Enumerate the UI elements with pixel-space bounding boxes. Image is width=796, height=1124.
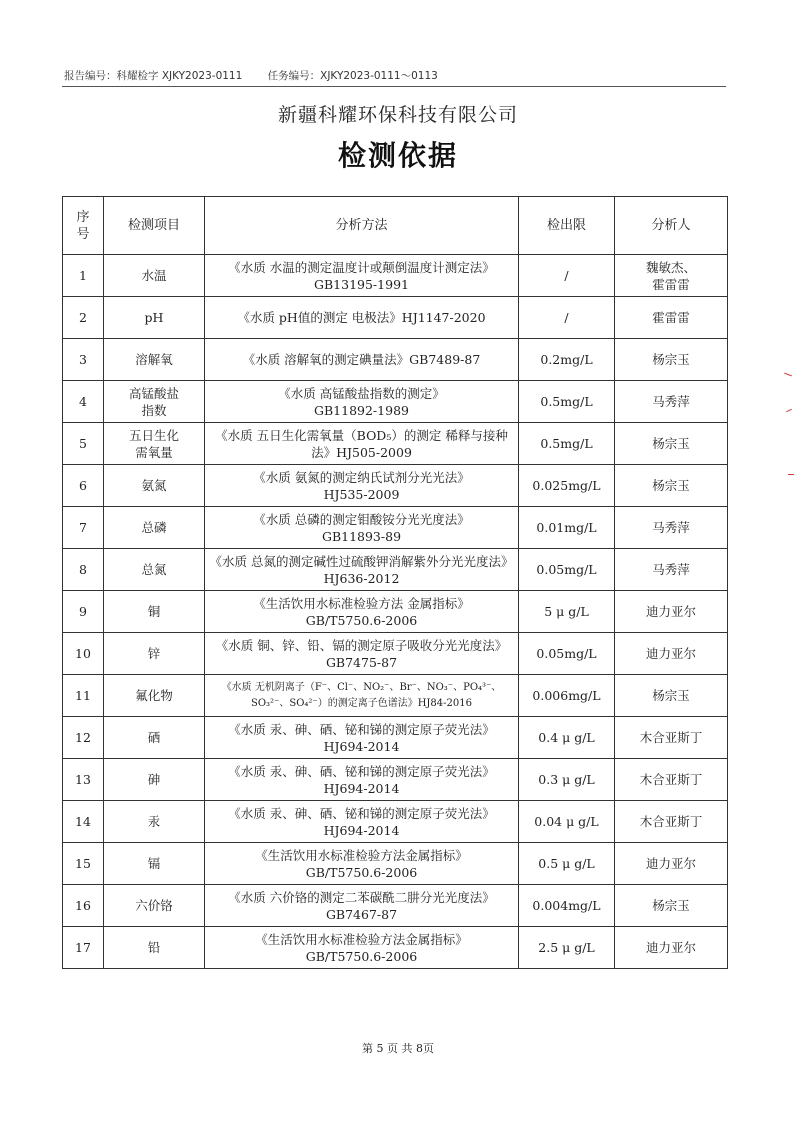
row-analyst: 迪力亚尔 (615, 843, 728, 885)
row-analyst: 杨宗玉 (615, 465, 728, 507)
table-row (63, 381, 728, 423)
row-no: 7 (63, 507, 104, 549)
row-no: 8 (63, 549, 104, 591)
table-row (63, 549, 728, 591)
edge-mark (784, 373, 792, 377)
report-header (64, 68, 724, 83)
row-limit: / (519, 255, 615, 297)
row-analyst: 马秀萍 (615, 507, 728, 549)
table-row (63, 339, 728, 381)
row-method: 《水质 pH值的测定 电极法》HJ1147-2020 (205, 297, 519, 339)
row-analyst: 木合亚斯丁 (615, 759, 728, 801)
row-no: 15 (63, 843, 104, 885)
header-method: 分析方法 (205, 197, 519, 255)
row-method: 《水质 五日生化需氧量（BOD₅）的测定 稀释与接种法》HJ505-2009 (205, 423, 519, 465)
row-method: 《生活饮用水标准检验方法金属指标》 GB/T5750.6-2006 (205, 927, 519, 969)
row-analyst: 迪力亚尔 (615, 927, 728, 969)
row-no: 13 (63, 759, 104, 801)
table-row (63, 927, 728, 969)
row-no: 9 (63, 591, 104, 633)
row-method: 《生活饮用水标准检验方法金属指标》 GB/T5750.6-2006 (205, 843, 519, 885)
row-limit: 0.5 μ g/L (519, 843, 615, 885)
row-limit: 0.004mg/L (519, 885, 615, 927)
table-row (63, 801, 728, 843)
row-analyst: 杨宗玉 (615, 423, 728, 465)
row-item: pH (104, 297, 205, 339)
table-row (63, 885, 728, 927)
row-method: 《水质 总氮的测定碱性过硫酸钾消解紫外分光光度法》HJ636-2012 (205, 549, 519, 591)
row-method: 《水质 无机阴离子（F⁻、Cl⁻、NO₂⁻、Br⁻、NO₃⁻、PO₄³⁻、SO₃²⁻、SO₄²⁻）的测定离子色谱法》HJ84-2016 (205, 675, 519, 717)
table-row (63, 759, 728, 801)
row-limit: 0.01mg/L (519, 507, 615, 549)
row-item: 镉 (104, 843, 205, 885)
row-no: 6 (63, 465, 104, 507)
header-divider (62, 86, 726, 87)
table-row (63, 507, 728, 549)
row-no: 5 (63, 423, 104, 465)
row-method: 《水质 溶解氧的测定碘量法》GB7489-87 (205, 339, 519, 381)
row-limit: 0.05mg/L (519, 633, 615, 675)
row-item: 总氮 (104, 549, 205, 591)
table-row (63, 423, 728, 465)
task-number: 任务编号：XJKY2023-0111～0113 (267, 70, 438, 82)
row-method: 《水质 汞、砷、硒、铋和锑的测定原子荧光法》HJ694-2014 (205, 801, 519, 843)
row-method: 《水质 铜、锌、铅、镉的测定原子吸收分光光度法》GB7475-87 (205, 633, 519, 675)
row-limit: 2.5 μ g/L (519, 927, 615, 969)
row-limit: 0.4 μ g/L (519, 717, 615, 759)
row-analyst: 木合亚斯丁 (615, 801, 728, 843)
row-item: 五日生化 需氧量 (104, 423, 205, 465)
row-no: 3 (63, 339, 104, 381)
row-item: 汞 (104, 801, 205, 843)
table-row (63, 255, 728, 297)
row-item: 总磷 (104, 507, 205, 549)
header-analyst: 分析人 (615, 197, 728, 255)
table-row (63, 465, 728, 507)
row-limit: 0.006mg/L (519, 675, 615, 717)
row-analyst: 杨宗玉 (615, 885, 728, 927)
row-item: 铅 (104, 927, 205, 969)
row-item: 水温 (104, 255, 205, 297)
row-analyst: 霍雷雷 (615, 297, 728, 339)
table-row (63, 675, 728, 717)
page-number: 第 5 页 共 8页 (362, 1042, 434, 1055)
row-no: 10 (63, 633, 104, 675)
row-item: 铜 (104, 591, 205, 633)
row-no: 17 (63, 927, 104, 969)
row-analyst: 马秀萍 (615, 549, 728, 591)
row-no: 1 (63, 255, 104, 297)
row-limit: 0.2mg/L (519, 339, 615, 381)
page-title: 检测依据 (337, 139, 458, 172)
table-row (63, 297, 728, 339)
table-row (63, 717, 728, 759)
row-item: 氟化物 (104, 675, 205, 717)
row-no: 14 (63, 801, 104, 843)
row-item: 高锰酸盐 指数 (104, 381, 205, 423)
row-method: 《水质 汞、砷、硒、铋和锑的测定原子荧光法》HJ694-2014 (205, 717, 519, 759)
row-no: 16 (63, 885, 104, 927)
detection-basis-table (62, 196, 728, 969)
row-analyst: 迪力亚尔 (615, 591, 728, 633)
row-limit: 0.5mg/L (519, 423, 615, 465)
table-row (63, 591, 728, 633)
table-header-row (63, 197, 728, 255)
row-method: 《水质 高锰酸盐指数的测定》 GB11892-1989 (205, 381, 519, 423)
header-no: 序 号 (63, 197, 104, 255)
row-item: 六价铬 (104, 885, 205, 927)
row-item: 硒 (104, 717, 205, 759)
row-no: 4 (63, 381, 104, 423)
row-limit: 0.05mg/L (519, 549, 615, 591)
row-limit: 0.3 μ g/L (519, 759, 615, 801)
row-method: 《水质 六价铬的测定二苯碳酰二肼分光光度法》GB7467-87 (205, 885, 519, 927)
row-analyst: 杨宗玉 (615, 339, 728, 381)
table-row (63, 633, 728, 675)
edge-mark (788, 474, 794, 475)
row-method: 《水质 总磷的测定钼酸铵分光光度法》 GB11893-89 (205, 507, 519, 549)
row-limit: 0.5mg/L (519, 381, 615, 423)
row-no: 11 (63, 675, 104, 717)
row-method: 《生活饮用水标准检验方法 金属指标》 GB/T5750.6-2006 (205, 591, 519, 633)
report-number: 报告编号：科耀检字 XJKY2023-0111 (64, 70, 243, 82)
row-limit: 0.04 μ g/L (519, 801, 615, 843)
row-item: 砷 (104, 759, 205, 801)
row-method: 《水质 汞、砷、硒、铋和锑的测定原子荧光法》HJ694-2014 (205, 759, 519, 801)
row-limit: / (519, 297, 615, 339)
row-limit: 0.025mg/L (519, 465, 615, 507)
row-item: 锌 (104, 633, 205, 675)
row-no: 12 (63, 717, 104, 759)
row-no: 2 (63, 297, 104, 339)
header-limit: 检出限 (519, 197, 615, 255)
row-analyst: 马秀萍 (615, 381, 728, 423)
table-row (63, 843, 728, 885)
row-analyst: 魏敏杰、 霍雷雷 (615, 255, 728, 297)
row-method: 《水质 水温的测定温度计或颠倒温度计测定法》GB13195-1991 (205, 255, 519, 297)
edge-mark (786, 409, 792, 412)
row-item: 氨氮 (104, 465, 205, 507)
company-name: 新疆科耀环保科技有限公司 (277, 104, 518, 126)
row-limit: 5 μ g/L (519, 591, 615, 633)
header-item: 检测项目 (104, 197, 205, 255)
row-analyst: 迪力亚尔 (615, 633, 728, 675)
row-analyst: 木合亚斯丁 (615, 717, 728, 759)
row-method: 《水质 氨氮的测定纳氏试剂分光光法》 HJ535-2009 (205, 465, 519, 507)
row-analyst: 杨宗玉 (615, 675, 728, 717)
row-item: 溶解氧 (104, 339, 205, 381)
